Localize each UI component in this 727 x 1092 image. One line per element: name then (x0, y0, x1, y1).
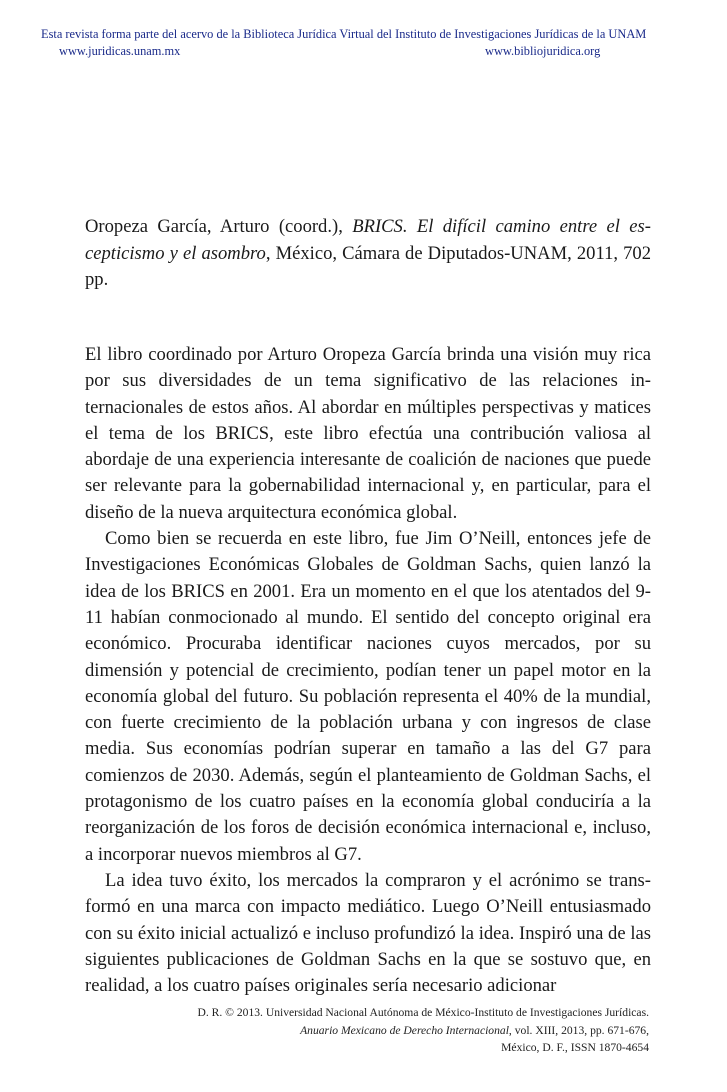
footer-issn: México, D. F., ISSN 1870-4654 (501, 1041, 649, 1054)
header-url-left[interactable]: www.juridicas.unam.mx (59, 44, 181, 58)
paragraph: Como bien se recuerda en este libro, fue Jim O’Neill, entonces jefe de Investigaciones Económicas Globales de Goldman Sachs, quien lanzó la idea de los BRICS en 2001. Era un momento en el que los atentados del 9-11 habían conmocionado al mundo. El sentido del concepto original era económico. Procuraba identificar naciones cuyos mercados, por su dimensión y potencial de crecimiento, podían tener un papel motor en la economía global del futuro. Su población representa el 40% de la mundial, con fuerte crecimiento de la población urbana y con ingresos de clase media. Sus economías podrían superar en tamaño a las del G7 para comienzos de 2030. Además, según el planteamiento de Goldman Sachs, el protagonismo de los cuatro países en la economía global conduciría a la reorganización de los foros de decisión económica internacional e, incluso, a incorporar nuevos miembros al G7. (85, 528, 651, 865)
page-footer (197, 1004, 649, 1057)
reference-publication: , México, Cámara de Diputados-UNAM, 2011, 702 pp. (85, 242, 651, 291)
header-url-right[interactable]: www.bibliojuridica.org (485, 44, 601, 58)
reference-title: BRICS. El difícil camino entre el escepticismo y el asombro (85, 216, 651, 264)
book-reference (85, 214, 651, 294)
footer-journal-line (197, 1022, 649, 1040)
footer-copyright: D. R. © 2013. Universidad Nacional Autónoma de México-Instituto de Investigaciones Jurídicas. (197, 1006, 649, 1019)
reference-author: Oropeza García, Arturo (coord.), (85, 216, 353, 237)
footer-volume: , vol. XIII, 2013, pp. 671-676, (508, 1023, 649, 1037)
footer-journal-title: Anuario Mexicano de Derecho Internacional (300, 1023, 509, 1037)
review-body (85, 342, 651, 999)
paragraph: El libro coordinado por Arturo Oropeza García brinda una visión muy rica por sus diversidades de un tema significativo de las relaciones internacionales de estos años. Al abordar en múltiples perspectivas y matices el tema de los BRICS, este libro efectúa una contribución valiosa al abordaje de una experiencia interesante de coalición de naciones que puede ser relevante para la gobernabilidad internacional y, en particular, para el diseño de la nueva arquitectura económica global. (85, 344, 651, 523)
header-notice: Esta revista forma parte del acervo de la Biblioteca Jurídica Virtual del Instituto de Investigaciones Jurídicas de la UNAM (41, 27, 647, 41)
paragraph: La idea tuvo éxito, los mercados la compraron y el acrónimo se transformó en una marca con impacto mediático. Luego O’Neill entusiasmado con su éxito inicial actualizó e incluso profundizó la idea. Inspiró una de las siguientes publicaciones de Goldman Sachs en la que se sostuvo que, en realidad, a los cuatro países originales sería necesario adicionar (85, 869, 651, 997)
